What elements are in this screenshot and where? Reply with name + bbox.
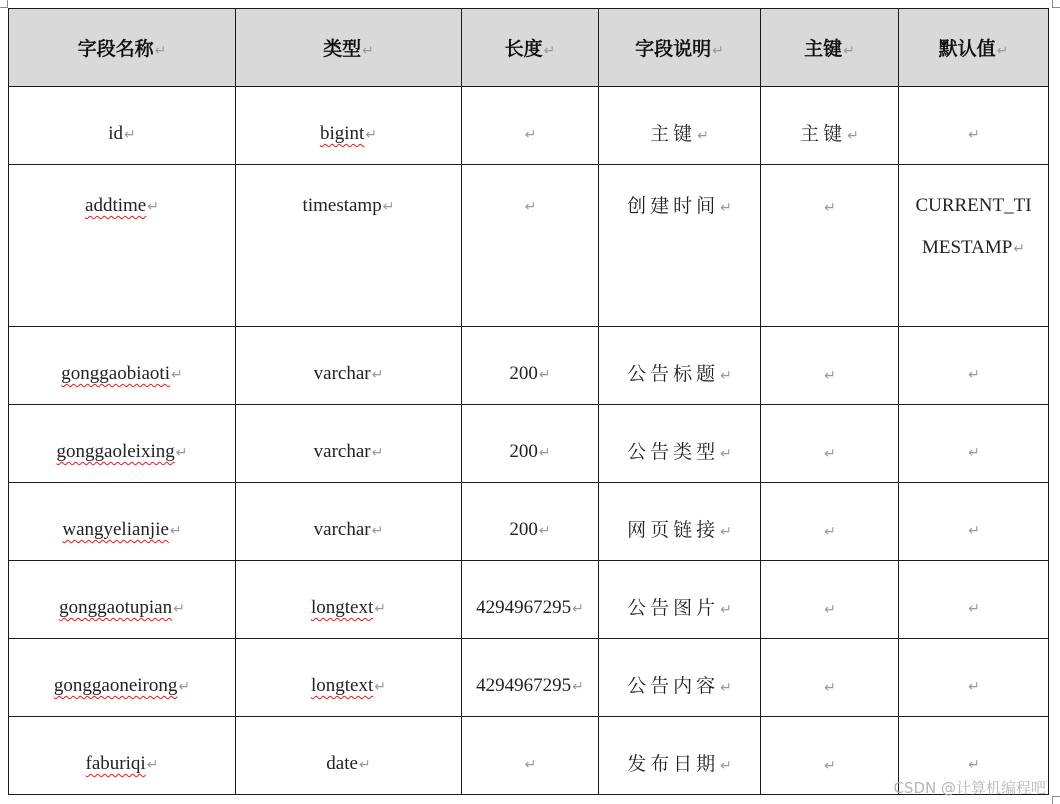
cell-description [599,405,761,483]
return-mark-icon: ↵ [968,127,980,143]
field-table [8,8,1049,795]
cell-primary-key [761,405,899,483]
cell-default-value [899,405,1049,483]
return-mark-icon: ↵ [996,43,1009,59]
table-row [9,639,1049,717]
description-text: 公告内容 [627,675,720,697]
return-mark-icon: ↵ [968,523,980,539]
header-type [236,9,462,87]
table-header-row [9,9,1049,87]
return-mark-icon: ↵ [374,601,386,617]
return-mark-icon: ↵ [178,679,191,695]
field-name-text: id [108,123,124,144]
cell-default-value [899,327,1049,405]
type-text: longtext [310,597,374,618]
cell-length [462,405,599,483]
type-text: varchar [313,441,371,462]
return-mark-icon: ↵ [824,524,836,540]
header-primary-key [761,9,899,87]
description-text: 公告图片 [627,597,720,619]
cell-primary-key [761,165,899,327]
header-length [462,9,599,87]
return-mark-icon: ↵ [572,679,584,695]
table-row [9,87,1049,165]
cell-type [236,327,462,405]
header-description [599,9,761,87]
cell-length [462,717,599,795]
return-mark-icon: ↵ [720,758,732,774]
type-text: varchar [313,363,371,384]
type-text: varchar [313,519,371,540]
description-text: 网页链接 [627,519,720,541]
return-mark-icon: ↵ [169,523,182,539]
description-text: 创建时间 [627,195,720,217]
cell-length [462,327,599,405]
return-mark-icon: ↵ [365,127,378,143]
description-text: 主键 [650,123,697,145]
field-name-text: wangyelianjie [62,519,169,540]
table-row [9,405,1049,483]
cell-primary-key [761,87,899,165]
return-mark-icon: ↵ [371,523,384,539]
cell-type [236,717,462,795]
header-label: 主键 [804,38,843,60]
page-corner-mark-bottom-right [1052,796,1060,804]
description-text: 公告标题 [627,363,720,385]
return-mark-icon: ↵ [124,127,136,143]
header-label: 默认值 [938,38,996,60]
return-mark-icon: ↵ [1013,241,1026,257]
return-mark-icon: ↵ [720,524,732,540]
header-label: 类型 [323,38,362,60]
header-label: 长度 [504,38,543,60]
cell-length [462,561,599,639]
table-row [9,483,1049,561]
return-mark-icon: ↵ [824,680,836,696]
return-mark-icon: ↵ [538,523,551,539]
cell-type [236,483,462,561]
type-text: longtext [310,675,374,696]
length-text: 4294967295 [476,597,572,618]
return-mark-icon: ↵ [371,367,384,383]
return-mark-icon: ↵ [824,446,836,462]
return-mark-icon: ↵ [968,679,980,695]
return-mark-icon: ↵ [720,368,732,384]
cell-primary-key [761,483,899,561]
cell-primary-key [761,639,899,717]
cell-length [462,87,599,165]
length-text: 200 [509,441,538,462]
cell-description [599,717,761,795]
type-text: bigint [319,123,365,144]
return-mark-icon: ↵ [720,446,732,462]
field-name-text: gonggaoleixing [56,441,175,462]
cell-description [599,483,761,561]
cell-default-value [899,561,1049,639]
table-row [9,561,1049,639]
return-mark-icon: ↵ [824,368,836,384]
header-field-name [9,9,236,87]
cell-length [462,483,599,561]
return-mark-icon: ↵ [720,200,732,216]
return-mark-icon: ↵ [968,445,980,461]
cell-field-name [9,483,236,561]
header-label: 字段名称 [77,38,154,60]
cell-description [599,639,761,717]
cell-field-name [9,327,236,405]
cell-type [236,561,462,639]
return-mark-icon: ↵ [382,199,395,215]
return-mark-icon: ↵ [824,200,836,216]
cell-default-value [899,87,1049,165]
watermark-text: CSDN @计算机编程吧 [893,779,1046,797]
return-mark-icon: ↵ [824,758,836,774]
return-mark-icon: ↵ [146,757,159,773]
return-mark-icon: ↵ [170,367,183,383]
description-text: 公告类型 [627,441,720,463]
cell-field-name [9,87,236,165]
cell-type [236,87,462,165]
cell-default-value [899,165,1049,327]
return-mark-icon: ↵ [847,128,859,144]
return-mark-icon: ↵ [712,43,724,59]
table-row [9,165,1049,327]
return-mark-icon: ↵ [572,601,584,617]
return-mark-icon: ↵ [154,43,167,59]
field-name-text: faburiqi [85,753,146,774]
cell-primary-key [761,327,899,405]
cell-length [462,639,599,717]
length-text: 200 [509,363,538,384]
length-text: 4294967295 [476,675,572,696]
default-value-text: CURRENT_TIMESTAMP [915,195,1032,258]
page-corner-mark-top-left [0,0,8,8]
field-name-text: gonggaoneirong [53,675,178,696]
return-mark-icon: ↵ [968,757,980,773]
cell-field-name [9,405,236,483]
type-text: timestamp [302,195,382,216]
return-mark-icon: ↵ [720,680,732,696]
cell-description [599,87,761,165]
primary-key-text: 主键 [800,123,847,145]
cell-primary-key [761,561,899,639]
return-mark-icon: ↵ [697,128,709,144]
cell-description [599,561,761,639]
return-mark-icon: ↵ [543,43,556,59]
return-mark-icon: ↵ [824,602,836,618]
type-text: date [326,753,358,774]
header-default-value [899,9,1049,87]
length-text: 200 [509,519,538,540]
cell-default-value [899,639,1049,717]
return-mark-icon: ↵ [362,43,374,59]
return-mark-icon: ↵ [538,367,551,383]
return-mark-icon: ↵ [524,127,537,143]
cell-type [236,165,462,327]
return-mark-icon: ↵ [968,601,980,617]
cell-description [599,327,761,405]
cell-length [462,165,599,327]
cell-type [236,405,462,483]
table-row [9,327,1049,405]
cell-type [236,639,462,717]
return-mark-icon: ↵ [358,757,371,773]
cell-description [599,165,761,327]
return-mark-icon: ↵ [374,679,386,695]
cell-field-name [9,717,236,795]
cell-field-name [9,165,236,327]
return-mark-icon: ↵ [538,445,551,461]
header-label: 字段说明 [635,38,712,60]
return-mark-icon: ↵ [720,602,732,618]
return-mark-icon: ↵ [147,199,159,215]
field-name-text: gonggaobiaoti [61,363,170,384]
page-corner-mark-top-right [1052,0,1060,8]
return-mark-icon: ↵ [968,367,980,383]
cell-field-name [9,561,236,639]
return-mark-icon: ↵ [524,199,537,215]
field-name-text: addtime [85,195,147,216]
cell-field-name [9,639,236,717]
return-mark-icon: ↵ [175,445,188,461]
return-mark-icon: ↵ [371,445,384,461]
return-mark-icon: ↵ [843,43,855,59]
cell-default-value [899,483,1049,561]
return-mark-icon: ↵ [524,757,537,773]
cell-primary-key [761,717,899,795]
field-name-text: gonggaotupian [59,597,173,618]
return-mark-icon: ↵ [173,601,185,617]
description-text: 发布日期 [627,753,720,775]
